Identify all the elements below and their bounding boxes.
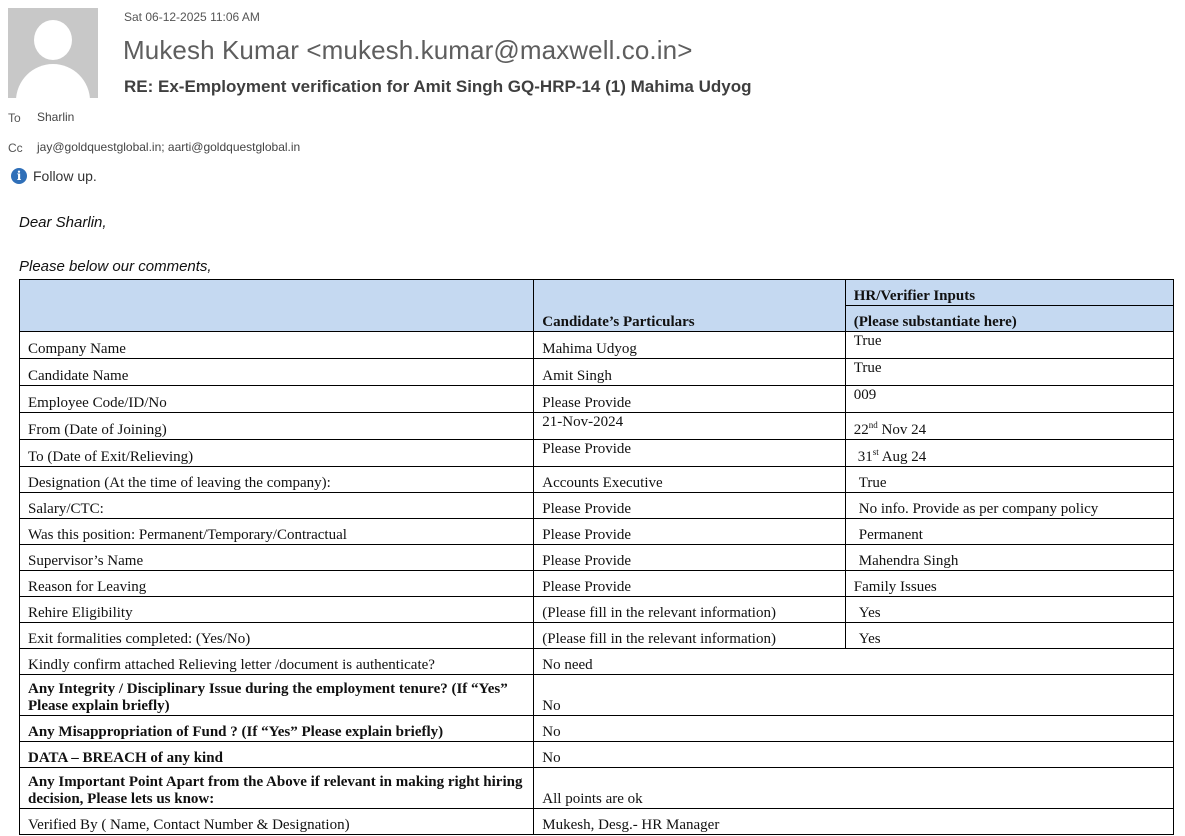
- row-particular: Please Provide: [534, 386, 845, 413]
- row-input: [845, 440, 1173, 467]
- row-label: Any Integrity / Disciplinary Issue during the employment tenure? (If “Yes” Please explain briefly): [20, 675, 534, 716]
- row-label: Candidate Name: [20, 359, 534, 386]
- row-particular: Mahima Udyog: [534, 332, 845, 359]
- table-row: [20, 467, 1174, 493]
- row-particular: Amit Singh: [534, 359, 845, 386]
- row-value: No: [534, 675, 1174, 716]
- date-rest: Nov 24: [877, 422, 927, 438]
- table-row: [20, 809, 1174, 835]
- cc-recipients[interactable]: jay@goldquestglobal.in; aarti@goldquestglobal.in: [37, 140, 301, 154]
- header-blank-cell: [20, 280, 534, 332]
- date-day: 31: [857, 449, 873, 465]
- cc-label: Cc: [8, 141, 23, 155]
- avatar-shoulders: [16, 64, 90, 98]
- info-icon: i: [11, 168, 27, 184]
- row-label: Salary/CTC:: [20, 493, 534, 519]
- contact-avatar-icon[interactable]: [8, 8, 98, 98]
- row-input: Mahendra Singh: [845, 545, 1173, 571]
- table-row: [20, 623, 1174, 649]
- row-value: No: [534, 742, 1174, 768]
- date-ordinal: nd: [868, 420, 878, 430]
- header-hr-inputs: HR/Verifier Inputs: [845, 280, 1173, 306]
- row-input: [845, 413, 1173, 440]
- row-label: Reason for Leaving: [20, 571, 534, 597]
- follow-up-flag[interactable]: [11, 168, 97, 184]
- row-particular: (Please fill in the relevant information): [534, 623, 845, 649]
- row-particular: Please Provide: [534, 440, 845, 467]
- row-label: Rehire Eligibility: [20, 597, 534, 623]
- to-label: To: [8, 111, 21, 125]
- row-input: Permanent: [845, 519, 1173, 545]
- table-row: [20, 597, 1174, 623]
- row-input: Yes: [845, 597, 1173, 623]
- row-label: Kindly confirm attached Relieving letter /document is authenticate?: [20, 649, 534, 675]
- table-row: [20, 386, 1174, 413]
- row-input: True: [845, 467, 1173, 493]
- table-row: [20, 493, 1174, 519]
- date-ordinal: st: [872, 447, 879, 457]
- table-row: [20, 440, 1174, 467]
- table-row: [20, 649, 1174, 675]
- row-label: Any Misappropriation of Fund ? (If “Yes” Please explain briefly): [20, 716, 534, 742]
- row-label: Designation (At the time of leaving the company):: [20, 467, 534, 493]
- row-particular: (Please fill in the relevant information): [534, 597, 845, 623]
- row-label: Employee Code/ID/No: [20, 386, 534, 413]
- table-row: [20, 545, 1174, 571]
- avatar-head: [34, 20, 72, 60]
- table-row: [20, 332, 1174, 359]
- row-label: From (Date of Joining): [20, 413, 534, 440]
- table-header-row: [20, 280, 1174, 306]
- row-value: No: [534, 716, 1174, 742]
- greeting: Dear Sharlin,: [19, 214, 107, 231]
- row-particular: Accounts Executive: [534, 467, 845, 493]
- row-label: Supervisor’s Name: [20, 545, 534, 571]
- verification-table: [19, 279, 1174, 835]
- to-recipient[interactable]: Sharlin: [37, 110, 75, 124]
- row-input: Family Issues: [845, 571, 1173, 597]
- email-subject: RE: Ex-Employment verification for Amit Singh GQ-HRP-14 (1) Mahima Udyog: [124, 77, 752, 96]
- row-label: Was this position: Permanent/Temporary/Contractual: [20, 519, 534, 545]
- follow-up-text: Follow up.: [33, 168, 97, 184]
- table-row: [20, 742, 1174, 768]
- row-input: No info. Provide as per company policy: [845, 493, 1173, 519]
- row-label: Verified By ( Name, Contact Number & Designation): [20, 809, 534, 835]
- row-value: All points are ok: [534, 768, 1174, 809]
- row-particular: 21-Nov-2024: [534, 413, 845, 440]
- date-day: 22: [853, 422, 869, 438]
- row-input: True: [845, 359, 1173, 386]
- table-row: [20, 716, 1174, 742]
- row-particular: Please Provide: [534, 571, 845, 597]
- table-row: [20, 571, 1174, 597]
- table-row: [20, 413, 1174, 440]
- header-candidate-particulars: Candidate’s Particulars: [534, 280, 845, 332]
- date-rest: Aug 24: [878, 449, 927, 465]
- row-input: Yes: [845, 623, 1173, 649]
- table-row: [20, 519, 1174, 545]
- row-particular: Please Provide: [534, 519, 845, 545]
- row-value: No need: [534, 649, 1174, 675]
- sender[interactable]: Mukesh Kumar <mukesh.kumar@maxwell.co.in>: [123, 35, 693, 65]
- row-label: Exit formalities completed: (Yes/No): [20, 623, 534, 649]
- table-row: [20, 359, 1174, 386]
- row-label: Any Important Point Apart from the Above if relevant in making right hiring decision, Please lets us know:: [20, 768, 534, 809]
- row-particular: Please Provide: [534, 493, 845, 519]
- row-value: Mukesh, Desg.- HR Manager: [534, 809, 1174, 835]
- row-input: 009: [845, 386, 1173, 413]
- sent-timestamp: Sat 06-12-2025 11:06 AM: [124, 10, 260, 24]
- table-row: [20, 675, 1174, 716]
- row-label: DATA – BREACH of any kind: [20, 742, 534, 768]
- row-label: Company Name: [20, 332, 534, 359]
- row-particular: Please Provide: [534, 545, 845, 571]
- row-input: True: [845, 332, 1173, 359]
- row-label: To (Date of Exit/Relieving): [20, 440, 534, 467]
- intro-text: Please below our comments,: [19, 258, 212, 275]
- table-row: [20, 768, 1174, 809]
- header-substantiate: (Please substantiate here): [845, 306, 1173, 332]
